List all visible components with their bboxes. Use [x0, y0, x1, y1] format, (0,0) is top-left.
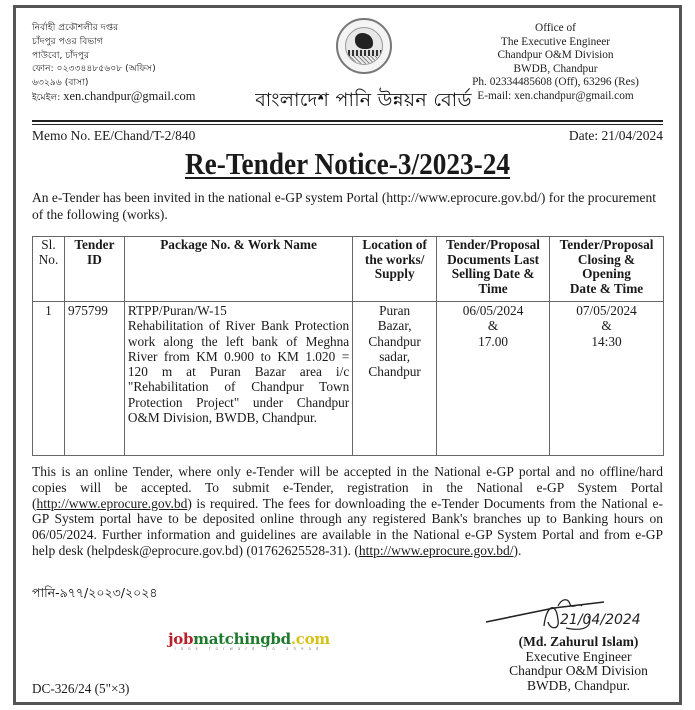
signature-icon	[484, 596, 664, 632]
eprocure-link-2[interactable]: http://www.eprocure.gov.bd/	[358, 542, 514, 558]
header-package: Package No. & Work Name	[124, 237, 352, 302]
header-divider-thin	[32, 124, 663, 125]
tender-table	[32, 236, 664, 456]
dc-number: DC-326/24 (5"×3)	[32, 681, 130, 696]
work-name: Rehabilitation of River Bank Protection work along the left bank of Meghna River from KM 0.900 to KM 1.020 = 120 m at Puran Bazar area i/c "Rehabilitation of Chandpur Town Protection Project" under Chandpur O&M Division, BWDB, Chandpur.	[127, 318, 350, 426]
table-row	[33, 302, 664, 456]
address-line: পাউবো, চাঁদপুর	[32, 49, 90, 61]
address-line: Chandpur O&M Division	[497, 49, 614, 61]
header-closing-date: Tender/Proposal Closing & Opening Date & Time	[550, 237, 664, 302]
table-header-row	[33, 237, 664, 302]
email-label-bn: ইমেইল:	[32, 91, 61, 103]
address-line: BWDB, Chandpur	[513, 62, 598, 75]
phone-residence-bn: ৬৩২৯৬ (বাসা)	[32, 77, 89, 89]
email-line: E-mail: xen.chandpur@gmail.com	[477, 89, 634, 102]
cell-selling-date: 06/05/2024 & 17.00	[437, 302, 550, 456]
address-line: The Executive Engineer	[500, 35, 611, 48]
office-address-english	[448, 22, 663, 103]
eprocure-link[interactable]: http://www.eprocure.gov.bd	[36, 495, 188, 511]
instructions-paragraph: This is an online Tender, where only e-Tender will be accepted in the National e-GP portal and no offline/hard copies will be accepted. To submit e-Tender, registration in the National e-GP System Portal (http://www.eprocure.gov.bd) is required. The fees for downloading the e-Tender Documents from the National e-GP System portal have to be deposited online through any registered Bank's branches up to Banking hours on 06/05/2024. Further information and guidelines are available in the National e-GP System Portal and from e-GP help desk (helpdesk@eprocure.gov.bd) (01762625528-31). (http://www.eprocure.gov.bd/).	[32, 464, 663, 558]
phone-line: Ph. 02334485608 (Off), 63296 (Res)	[472, 76, 639, 88]
email-line-bn	[32, 90, 242, 105]
header-tender-id: Tender ID	[64, 237, 124, 302]
address-line: Office of	[535, 22, 576, 34]
organization-name-bangla: বাংলাদেশ পানি উন্নয়ন বোর্ড	[255, 89, 472, 111]
cell-package	[124, 302, 352, 456]
svg-text:21/04/2024: 21/04/2024	[560, 612, 641, 628]
header-divider	[32, 120, 663, 122]
package-number: RTPP/Puran/W-15	[127, 303, 227, 318]
bwdb-emblem-icon	[336, 18, 392, 74]
signatory-block	[476, 635, 681, 693]
phone-office-bn: ফোন: ০২৩৩৪৪৮৫৬০৮ (অফিস)	[32, 63, 156, 75]
watermark-logo: jobmatchingbd.com look forward to ahead	[144, 630, 354, 651]
reference-number-bangla: পানি-৯৭৭/২০২৩/২০২৪	[32, 585, 158, 600]
memo-number: Memo No. EE/Chand/T-2/840	[32, 128, 196, 143]
cell-tender-id: 975799	[64, 302, 124, 456]
header-sl-no: Sl. No.	[33, 237, 65, 302]
header-location: Location of the works/ Supply	[353, 237, 437, 302]
cell-sl-no: 1	[33, 302, 65, 456]
address-line: নির্বাহী প্রকৌশলীর দপ্তর	[32, 22, 119, 33]
signatory-designation: Executive Engineer	[525, 648, 632, 664]
notice-title: Re-Tender Notice-3/2023-24	[184, 146, 511, 181]
signatory-office: BWDB, Chandpur.	[526, 677, 631, 693]
signatory-name: (Md. Zahurul Islam)	[518, 634, 639, 649]
address-line: চাঁদপুর পওর বিভাগ	[32, 35, 103, 47]
watermark-tagline: look forward to ahead	[174, 646, 324, 651]
intro-paragraph: An e-Tender has been invited in the national e-GP system Portal (http://www.eprocure.gov.bd/) for the procurement of the following (works).	[32, 190, 656, 222]
email-address: xen.chandpur@gmail.com	[63, 88, 196, 103]
notice-date: Date: 21/04/2024	[568, 128, 663, 143]
notice-frame	[13, 5, 682, 705]
office-address-bangla	[32, 21, 242, 105]
cell-location: Puran Bazar, Chandpur sadar, Chandpur	[353, 302, 437, 456]
header-selling-date: Tender/Proposal Documents Last Selling Date & Time	[437, 237, 550, 302]
cell-closing-date: 07/05/2024 & 14:30	[550, 302, 664, 456]
signatory-division: Chandpur O&M Division	[509, 663, 648, 678]
